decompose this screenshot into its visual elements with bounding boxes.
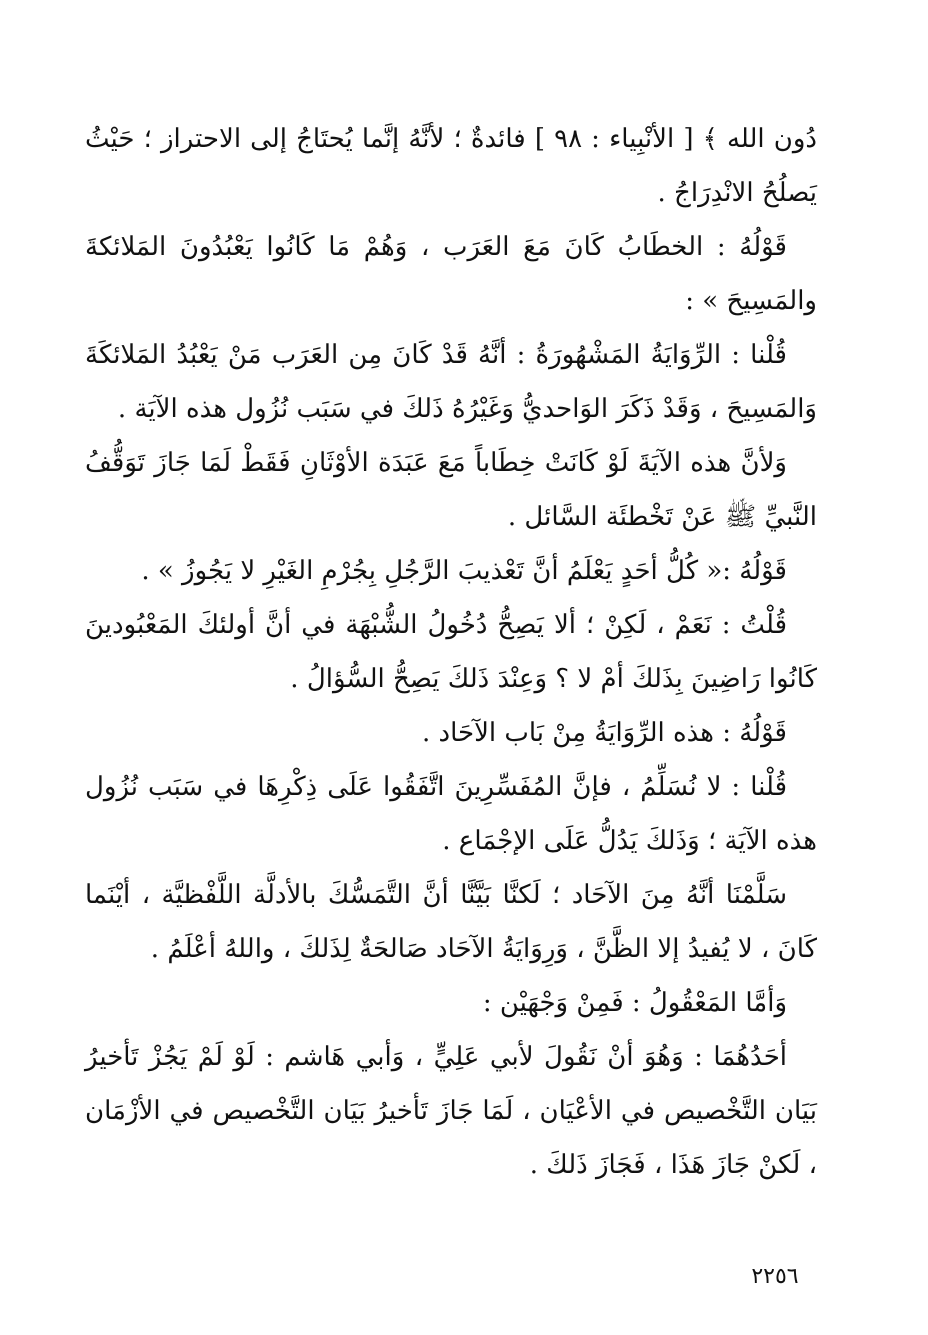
paragraph-1: دُون الله ﴾ [ الأنْبِياء : ٩٨ ] فائدةٌ ؛ لأنَّهُ إنَّما يُحتَاجُ إلى الاحتراز ؛ حَيْثُ يَصلُحُ الانْدِرَاجُ . [85,124,817,208]
paragraph-8: قُلْنا : لا نُسَلِّمُ ، فإنَّ المُفَسِّرِينَ اتَّفَقُوا عَلَى ذِكْرِهَا في سَبَب نُزُول هذه الآيَة ؛ وَذَلكَ يَدُلُّ عَلَى الإجْمَاع . [85,772,817,856]
paragraph-11: أحَدُهُمَا : وَهُوَ أنْ نَقُولَ لأبي عَلِيٍّ ، وَأبي هَاشم : لَوْ لَمْ يَجُزْ تَأخيرُ بَيَان التَّخْصيص في الأعْيَان ، لَمَا جَازَ تَأخيرُ بَيَان التَّخْصيص في الأزْمَان ، لَكنْ جَازَ هَذَا ، فَجَازَ ذَلكَ . [85,1042,817,1180]
paragraph-9: سَلَّمْنَا أنَّهُ مِنَ الآحَاد ؛ لَكنَّا بَيَّنَّا أنَّ التَّمَسُّكَ بالأدلَّة اللَّفْظيَّة ، أيْنَما كَانَ ، لا يُفيدُ إلا الظَّنَّ ، وَرِوَايَةُ الآحَاد صَالحَةٌ لِذَلكَ ، واللهُ أعْلَمُ . [85,880,817,964]
body-text [85,112,817,1192]
paragraph-10: وَأمَّا المَعْقُولُ : فَمِنْ وَجْهَيْن : [482,988,787,1018]
paragraph-2: قَوْلُهُ : الخطَابُ كَانَ مَعَ العَرَب ، وَهُمْ مَا كَانُوا يَعْبُدُونَ المَلائكةَ والمَسِيحَ » : [85,232,817,316]
paragraph-4: وَلأنَّ هذه الآيَةَ لَوْ كَانَتْ خِطَاباً مَعَ عَبَدَة الأوْثَانِ فَقَطْ لَمَا جَازَ تَوَقُّفُ النَّبيِّ ﷺ عَنْ تَخْطئَة السَّائل . [85,448,817,532]
paragraph-6: قُلْتُ : نَعَمْ ، لَكِنْ ؛ ألا يَصِحُّ دُخُولُ الشُّبْهَة في أنَّ أولئكَ المَعْبُودينَ كَانُوا رَاضِينَ بِذَلكَ أمْ لا ؟ وَعِنْدَ ذَلكَ يَصِحُّ السُّؤالُ . [85,610,817,694]
paragraph-3: قُلْنا : الرِّوَايَةُ المَشْهُورَةُ : أنَّهُ قَدْ كَانَ مِن العَرَب مَنْ يَعْبُدُ المَلائكَةَ وَالمَسِيحَ ، وَقَدْ ذَكَرَ الوَاحديُّ وَغَيْرُهُ ذَلكَ في سَبَب نُزُول هذه الآيَة . [85,340,817,424]
paragraph-5: قَوْلُهُ :« كُلُّ أحَدٍ يَعْلَمُ أنَّ تَعْذيبَ الرَّجُلِ بِجُرْمِ الغَيْرِ لا يَجُوزُ » . [141,556,787,586]
page-number: ٢٢٥٦ [751,1264,799,1289]
paragraph-7: قَوْلُهُ : هذه الرِّوَايَةُ مِنْ بَاب الآحَاد . [421,718,787,748]
